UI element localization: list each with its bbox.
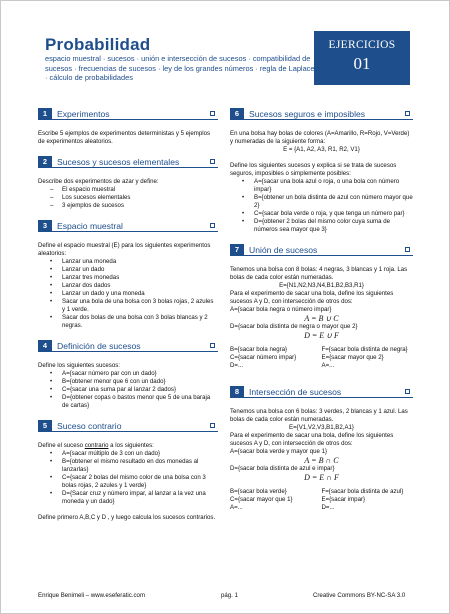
- section-4-header: [38, 340, 218, 352]
- list-item: • Lanzar un dado y una moneda: [50, 290, 145, 297]
- checkbox-icon: [405, 389, 410, 394]
- sample-space: E={V1,V2,V3,B1,B2,A1}: [289, 424, 354, 431]
- section-list: [38, 258, 218, 330]
- section-title: Sucesos y sucesos elementales: [57, 157, 180, 167]
- list-item: • A={sacar múltiplo de 3 con un dado}: [50, 450, 161, 457]
- sample-space: E={N1,N2,N3,N4,B1,B2,B3,R1}: [279, 282, 364, 289]
- section-list: [38, 450, 218, 506]
- section-3-header: [38, 220, 218, 232]
- list-item: • Sacar dos bolas de una bolsa con 3 bolas blancas y 2 negras.: [50, 314, 208, 329]
- event-definition: A={sacar bola verde y mayor que 1}: [230, 448, 328, 455]
- right-column: [230, 108, 413, 512]
- left-column: [38, 108, 218, 522]
- checkbox-icon: [210, 159, 215, 164]
- section-text: Escribe 5 ejemplos de experimentos deterministas y 5 ejemplos de experimentos aleatorios.: [38, 130, 211, 145]
- list-item: • Lanzar un dado: [50, 266, 105, 273]
- list-item: • C={sacar 2 bolas del mismo color de una bolsa con 3 bolas rojas, 2 azules y 1 verde}: [50, 474, 206, 489]
- section-8-body: [230, 408, 413, 512]
- section-3-body: [38, 242, 218, 330]
- list-item: • Lanzar tres monedas: [50, 274, 120, 281]
- section-4-body: [38, 362, 218, 410]
- section-8-header: [230, 386, 413, 398]
- section-7-header: [230, 244, 413, 256]
- section-title: Experimentos: [57, 109, 110, 119]
- checkbox-icon: [210, 423, 215, 428]
- section-title: Intersección de sucesos: [249, 387, 342, 397]
- checkbox-icon: [405, 247, 410, 252]
- section-text: Tenemos una bolsa con 8 bolas: 4 negras, 3 blancas y 1 roja. Las bolas de cada color están numeradas.: [230, 266, 408, 281]
- checkbox-icon: [210, 111, 215, 116]
- list-item: • D={obtener 2 bolas del mismo color cuya suma de números sea mayor que 3}: [242, 218, 390, 233]
- section-title: Sucesos seguros e imposibles: [249, 109, 366, 119]
- section-title: Espacio muestral: [57, 221, 123, 231]
- section-text: Tenemos una bolsa con 6 bolas: 3 verdes, 2 blancas y 1 azul. Las bolas de cada color están numeradas.: [230, 408, 408, 423]
- section-title: Suceso contrario: [57, 421, 122, 431]
- list-item: • Lanzar una moneda: [50, 258, 117, 265]
- section-text: Define los siguientes sucesos y explica si se trata de sucesos seguros, imposibles o simplemente posibles:: [230, 162, 397, 177]
- checkbox-icon: [210, 223, 215, 228]
- section-number: 8: [230, 386, 244, 398]
- formula: A = B ∪ C: [304, 314, 339, 323]
- list-item: • A={sacar una bola azul o roja, o una bola con número impar}: [242, 178, 400, 193]
- exercises-badge: [314, 31, 410, 85]
- section-5-body: [38, 442, 218, 522]
- section-text: Describe dos experimentos de azar y define:: [38, 178, 159, 185]
- section-2-header: [38, 156, 218, 168]
- footer-license: Creative Commons BY-NC-SA 3.0: [313, 592, 406, 599]
- list-item: • C={sacar bola verde o roja, y que tenga un número par}: [242, 210, 405, 217]
- section-number: 6: [230, 108, 244, 120]
- section-title: Definición de sucesos: [57, 341, 141, 351]
- event-pair-row: B={sacar bola verde} F={sacar bola distinta de azul}: [230, 488, 404, 495]
- section-5-header: [38, 420, 218, 432]
- section-list: [38, 370, 218, 410]
- section-number: 3: [38, 220, 52, 232]
- list-item: • D={obtener copas o bastos menor que 5 de una baraja de cartas}: [50, 394, 211, 409]
- section-7-body: [230, 266, 413, 370]
- section-text: Define los siguientes sucesos:: [38, 362, 120, 369]
- section-number: 7: [230, 244, 244, 256]
- list-item: – Los sucesos elementales: [50, 194, 131, 201]
- formula: A = B ∩ C: [304, 456, 339, 465]
- event-pair-row: C={sacar número impar} E={sacar mayor que 2}: [230, 354, 384, 361]
- section-1-body: [38, 130, 218, 146]
- section-2-body: [38, 178, 218, 210]
- page-title: Probabilidad: [45, 35, 151, 54]
- section-list: [230, 178, 413, 234]
- section-title: Unión de sucesos: [249, 245, 318, 255]
- checkbox-icon: [405, 111, 410, 116]
- section-text: En una bolsa hay bolas de colores (A=Amarillo, R=Rojo, V=Verde) y numeradas de la siguiente forma:: [230, 130, 410, 145]
- section-text: Define el espacio muestral (E) para los siguientes experimentos aleatorios:: [38, 242, 211, 257]
- page-subtitle: espacio muestral · sucesos · unión e intersección de sucesos · compatibilidad de sucesos · frecuencias de sucesos · ley de los grandes números · regla de Laplace · cálculo de probabilidades: [45, 54, 315, 83]
- badge-number: 01: [353, 54, 371, 73]
- list-item: • B={obtener un bola distinta de azul con número mayor que 2}: [242, 194, 413, 209]
- formula: D = E ∩ F: [304, 473, 339, 482]
- section-text: Para el experimento de sacar una bola, define los siguientes sucesos A y D, con intersección de otros dos:: [230, 290, 394, 305]
- footer-author: Enrique Benimeli – www.eseferatic.com: [38, 592, 146, 599]
- section-number: 1: [38, 108, 52, 120]
- event-definition: D={sacar bola distinta de negra o mayor que 2}: [230, 323, 358, 330]
- section-number: 2: [38, 156, 52, 168]
- list-item: • A={sacar número par con un dado}: [50, 370, 157, 377]
- list-item: – 3 ejemplos de sucesos: [50, 202, 124, 209]
- formula: D = E ∪ F: [304, 331, 339, 340]
- section-number: 4: [38, 340, 52, 352]
- list-item: • B={obtener el mismo resultado en dos monedas al lanzarlas}: [50, 458, 199, 473]
- section-6-body: [230, 130, 413, 234]
- section-1-header: [38, 108, 218, 120]
- list-item: – El espacio muestral: [50, 186, 116, 193]
- section-number: 5: [38, 420, 52, 432]
- list-item: • B={obtener menor que 6 con un dado}: [50, 378, 166, 385]
- event-definition: A={sacar bola negra o número impar}: [230, 306, 332, 313]
- section-text: Para el experimento de sacar una bola, define los siguientes sucesos A y D, con intersección de otros dos:: [230, 432, 394, 447]
- checkbox-icon: [210, 343, 215, 348]
- event-pair-row: B={sacar bola negra} F={sacar bola distinta de negra}: [230, 346, 408, 353]
- badge-label: EJERCICIOS: [328, 39, 396, 51]
- list-item: • C={sacar una suma par al lanzar 2 dados}: [50, 386, 176, 393]
- section-text: Define el suceso contrario a los siguientes:: [38, 442, 154, 449]
- sample-space: E = {A1, A2, A3, R1, R2, V1}: [283, 146, 360, 153]
- list-item: • Sacar una bola de una bolsa con 3 bolas rojas, 2 azules y 1 verde.: [50, 298, 214, 313]
- section-6-header: [230, 108, 413, 120]
- section-list: [38, 186, 218, 210]
- section-text: Define primero A,B,C y D , y luego calcula los sucesos contrarios.: [38, 514, 216, 521]
- list-item: • Lanzar dos dados: [50, 282, 111, 289]
- event-definition: D={sacar bola distinta de azul e impar}: [230, 465, 335, 472]
- event-pair-row: C={sacar mayor que 1} E={sacar impar}: [230, 496, 366, 503]
- footer-page-number: pág. 1: [221, 592, 238, 599]
- list-item: • D={Sacar cruz y número impar, al lanzar a la vez una moneda y un dado}: [50, 490, 206, 505]
- event-pair-row: D=... A=...: [230, 362, 335, 369]
- event-pair-row: A=... D=...: [230, 504, 335, 511]
